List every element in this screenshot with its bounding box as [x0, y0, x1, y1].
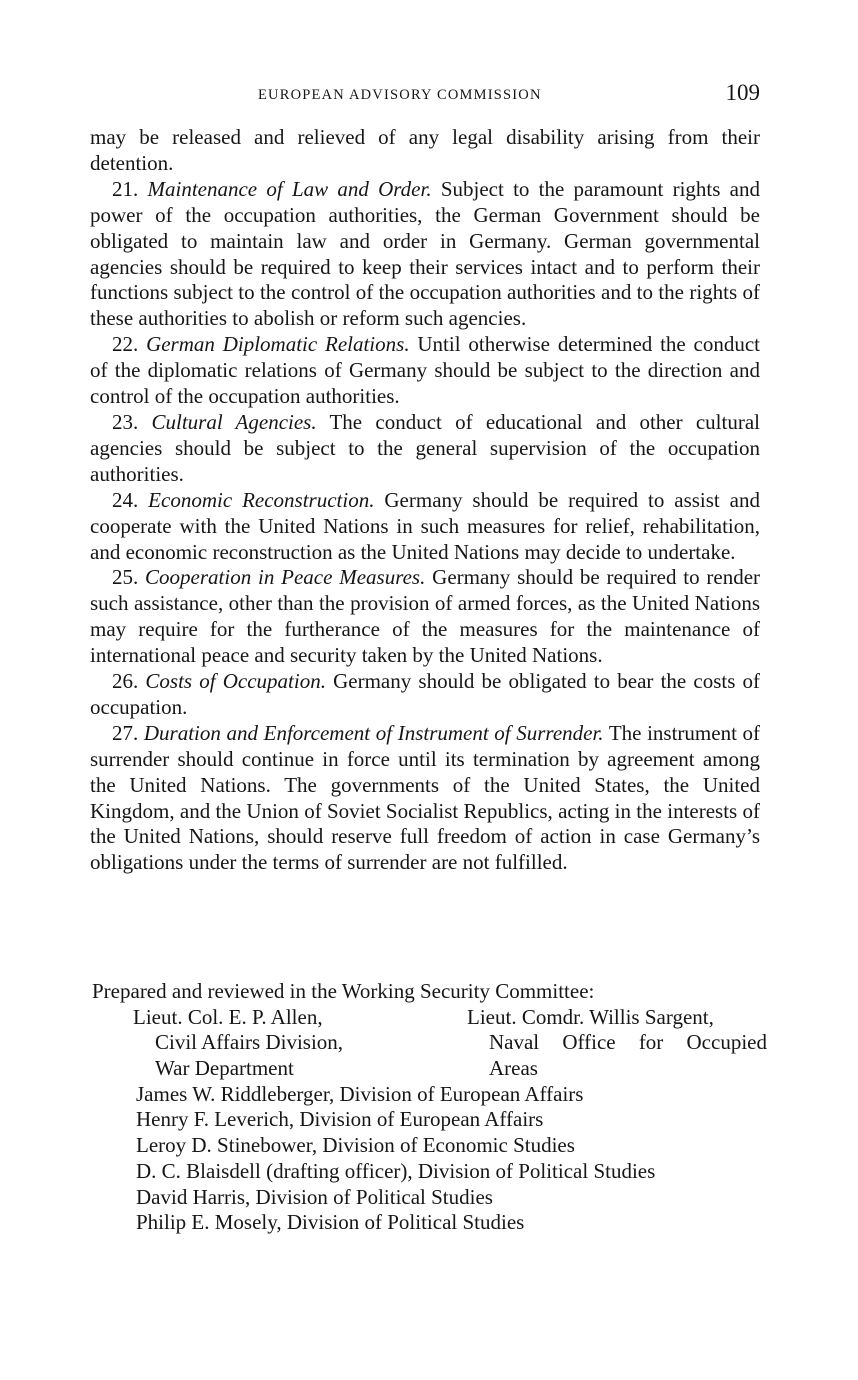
paragraph-number: 24.	[112, 487, 139, 512]
officer-department: War Department	[155, 1056, 294, 1081]
paragraph-text: may be released and relieved of any legal disability arising from their detention.	[90, 125, 760, 175]
paragraph-24	[90, 488, 760, 566]
paragraph-27	[90, 721, 760, 876]
office-word: for	[638, 1030, 664, 1055]
paragraph-title: Maintenance of Law and Order.	[147, 176, 432, 201]
officer-name: Lieut. Col. E. P. Allen,	[133, 1004, 323, 1029]
paragraph-text: Until otherwise determined the conduct of the diplomatic relations of Germany should be subject to the direction and control of the occupation authorities.	[90, 332, 761, 409]
office-word: Naval	[489, 1030, 540, 1055]
paragraph-title: Duration and Enforcement of Instrument of Surrender.	[143, 720, 604, 745]
page-header	[90, 78, 760, 112]
paragraph-text: The conduct of educational and other cultural agencies should be subject to the general supervision of the occupation authorities.	[90, 409, 760, 486]
prepared-lead: Prepared and reviewed in the Working Security Committee:	[92, 979, 595, 1003]
prepared-by-note	[92, 979, 782, 1236]
office-word: Occupied	[686, 1030, 767, 1055]
paragraph-text: Germany should be obligated to bear the costs of occupation.	[90, 669, 761, 719]
office-word: Office	[562, 1030, 616, 1055]
officer-office-cont: Areas	[489, 1056, 538, 1081]
committee-member: Henry F. Leverich, Division of European Affairs	[136, 1107, 544, 1132]
committee-member: D. C. Blaisdell (drafting officer), Division of Political Studies	[136, 1158, 656, 1183]
paragraph-number: 22.	[112, 332, 139, 357]
paragraph-26	[90, 669, 760, 721]
paragraph-text: Germany should be required to render such assistance, other than the provision of armed forces, as the United Nations may require for the furtherance of the measures for the maintenance of international peace and security taken by the United Nations.	[90, 565, 761, 668]
paragraph-25	[90, 565, 760, 669]
paragraph-text: Germany should be required to assist and cooperate with the United Nations in such measures for relief, rehabilitation, and economic reconstruction as the United Nations may decide to undertake.	[90, 487, 760, 564]
running-title: EUROPEAN ADVISORY COMMISSION	[258, 87, 542, 103]
paragraph-number: 25.	[112, 565, 139, 590]
officer-name: Lieut. Comdr. Willis Sargent,	[467, 1004, 714, 1029]
paragraph-number: 27.	[112, 720, 139, 745]
officer-left	[133, 1005, 433, 1082]
paragraph-22	[90, 332, 760, 410]
body-text	[90, 125, 760, 876]
paragraph-title: Cooperation in Peace Measures.	[145, 565, 426, 590]
paragraph-title: German Diplomatic Relations.	[146, 332, 410, 357]
paragraph-title: Economic Reconstruction.	[148, 487, 375, 512]
committee-member: David Harris, Division of Political Studies	[136, 1184, 493, 1209]
committee-member: Philip E. Mosely, Division of Political Studies	[136, 1210, 525, 1235]
paragraph-number: 26.	[112, 669, 139, 694]
page-number: 109	[725, 80, 760, 105]
paragraph-number: 21.	[112, 176, 139, 201]
officer-columns	[92, 1005, 782, 1082]
committee-member: James W. Riddleberger, Division of European Affairs	[136, 1081, 584, 1106]
officer-office	[467, 1030, 767, 1056]
paragraph-number: 23.	[112, 409, 139, 434]
paragraph-title: Cultural Agencies.	[151, 409, 317, 434]
committee-members	[92, 1082, 782, 1236]
paragraph-text: Subject to the paramount rights and power of the occupation authorities, the German Government should be obligated to maintain law and order in Germany. German governmental agencies should be required to keep their services intact and to perform their functions subject to the control of the occupation authorities and to the rights of these authorities to abolish or reform such agencies.	[90, 176, 760, 331]
paragraph-text: The instrument of surrender should continue in force until its termination by agreement among the United Nations. The governments of the United States, the United Kingdom, and the Union of Soviet Socialist Republics, acting in the interests of the United Nations, should reserve full freedom of action in case Germany’s obligations under the terms of surrender are not fulfilled.	[90, 720, 761, 875]
continuation-paragraph	[90, 125, 760, 177]
paragraph-title: Costs of Occupation.	[145, 669, 326, 694]
paragraph-23	[90, 410, 760, 488]
committee-member: Leroy D. Stinebower, Division of Economic Studies	[136, 1133, 575, 1158]
officer-right	[467, 1005, 767, 1082]
officer-division: Civil Affairs Division,	[155, 1030, 344, 1055]
paragraph-21	[90, 177, 760, 332]
